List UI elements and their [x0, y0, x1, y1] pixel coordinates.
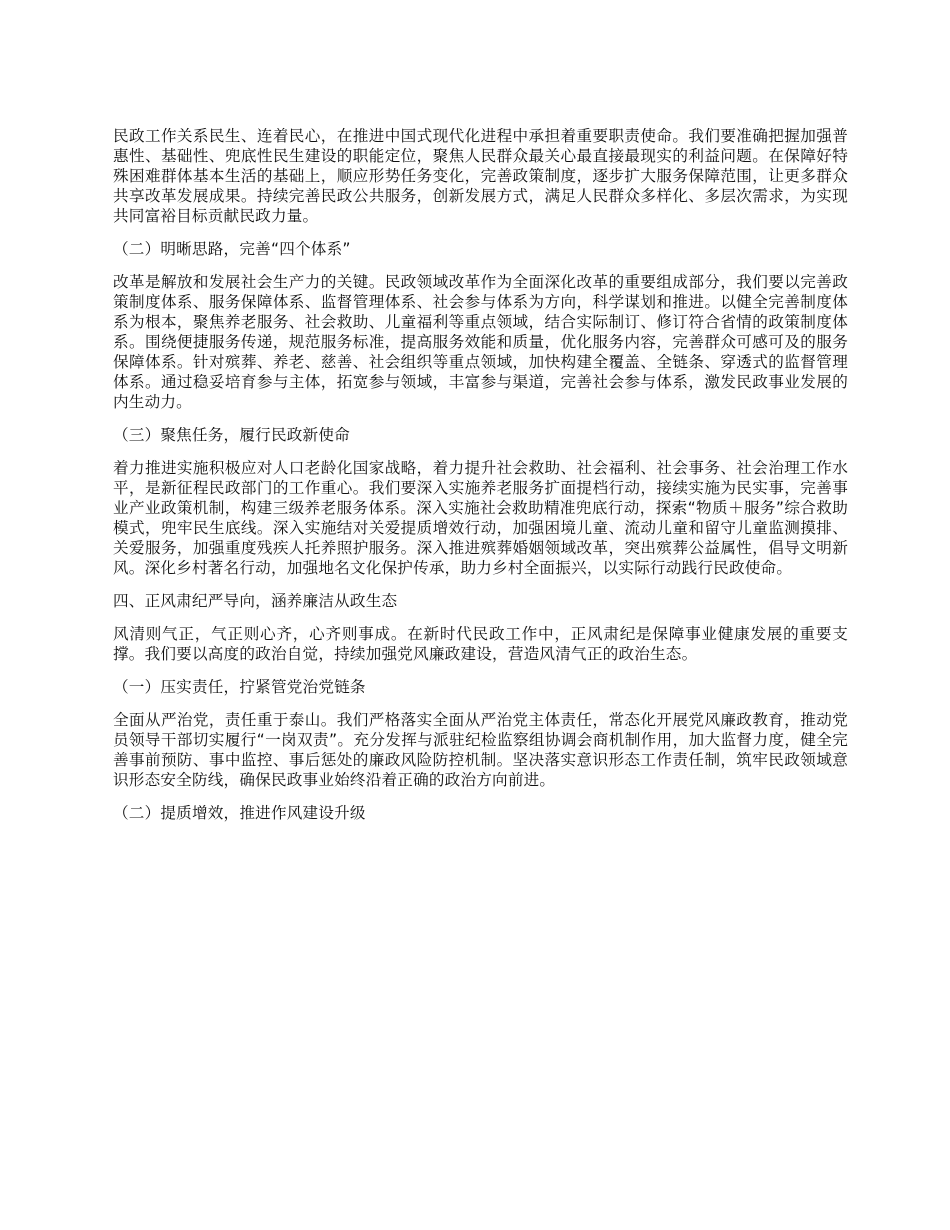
section-heading: （一）压实责任，拧紧管党治党链条: [113, 678, 366, 696]
paragraph: 改革是解放和发展社会生产力的关键。民政领域改革作为全面深化改革的重要组成部分，我们要以完善政策制度体系、服务保障体系、监督管理体系、社会参与体系为方向，科学谋划和推进。以健全完善制度体系为根本，聚焦养老服务、社会救助、儿童福利等重点领域，结合实际制订、修订符合省情的政策制度体系。围绕便捷服务传递，规范服务标准，提高服务效能和质量，优化服务内容，完善群众可感可及的服务保障体系。针对殡葬、养老、慈善、社会组织等重点领域，加快构建全覆盖、全链条、穿透式的监督管理体系。通过稳妥培育参与主体，拓宽参与领域，丰富参与渠道，完善社会参与体系，激发民政事业发展的内生动力。: [113, 273, 848, 411]
paragraph: 全面从严治党，责任重于泰山。我们严格落实全面从严治党主体责任，常态化开展党风廉政教育，推动党员领导干部切实履行“一岗双责”。充分发挥与派驻纪检监察组协调会商机制作用，加大监督力度，健全完善事前预防、事中监控、事后惩处的廉政风险防控机制。坚决落实意识形态工作责任制，筑牢民政领域意识形态安全防线，确保民政事业始终沿着正确的政治方向前进。: [113, 711, 848, 789]
paragraph: 民政工作关系民生、连着民心，在推进中国式现代化进程中承担着重要职责使命。我们要准确把握加强普惠性、基础性、兜底性民生建设的职能定位，聚焦人民群众最关心最直接最现实的利益问题。在保障好特殊困难群体基本生活的基础上，顺应形势任务变化，完善政策制度，逐步扩大服务保障范围，让更多群众共享改革发展成果。持续完善民政公共服务，创新发展方式，满足人民群众多样化、多层次需求，为实现共同富裕目标贡献民政力量。: [113, 127, 848, 225]
paragraph: 风清则气正，气正则心齐，心齐则事成。在新时代民政工作中，正风肃纪是保障事业健康发展的重要支撑。我们要以高度的政治自觉，持续加强党风廉政建设，营造风清气正的政治生态。: [113, 625, 848, 663]
section-heading: （二）明晰思路，完善“四个体系”: [113, 240, 351, 258]
paragraph: 着力推进实施积极应对人口老龄化国家战略，着力提升社会救助、社会福利、社会事务、社会治理工作水平，是新征程民政部门的工作重心。我们要深入实施养老服务扩面提档行动，接续实施为民实事，完善事业产业政策机制，构建三级养老服务体系。深入实施社会救助精准兜底行动，探索“物质＋服务”综合救助模式，兜牢民生底线。深入实施结对关爱提质增效行动，加强困境儿童、流动儿童和留守儿童监测摸排、关爱服务，加强重度残疾人托养照护服务。深入推进殡葬婚姻领域改革，突出殡葬公益属性，倡导文明新风。深化乡村著名行动，加强地名文化保护传承，助力乡村全面振兴，以实际行动践行民政使命。: [113, 459, 848, 577]
document-body: [113, 126, 848, 836]
section-heading: （三）聚焦任务，履行民政新使命: [113, 426, 350, 444]
section-heading: 四、正风肃纪严导向，涵养廉洁从政生态: [113, 592, 398, 610]
section-heading: （二）提质增效，推进作风建设升级: [113, 804, 366, 822]
